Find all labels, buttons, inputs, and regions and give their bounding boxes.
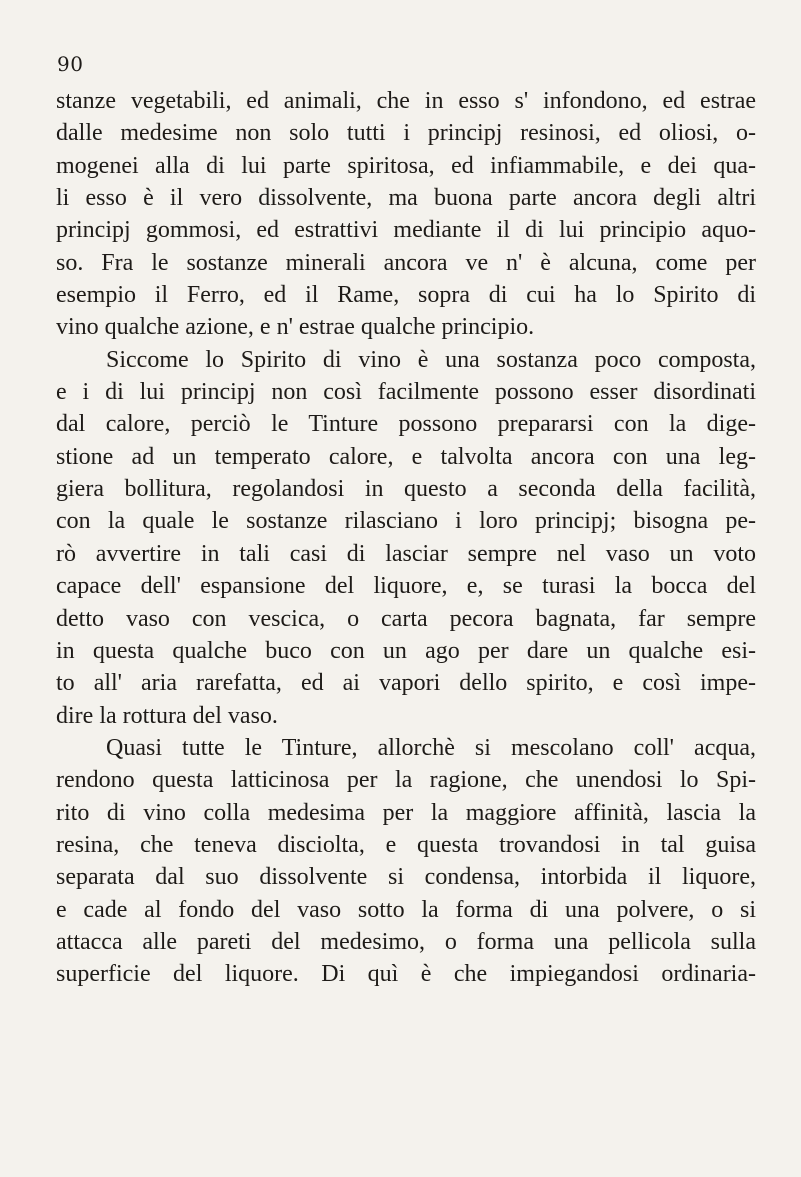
- text-line: esempio il Ferro, ed il Rame, sopra di cui ha lo Spirito di: [56, 282, 756, 309]
- text-line: rò avvertire in tali casi di lasciar sempre nel vaso un voto: [56, 540, 756, 567]
- text-line: giera bollitura, regolandosi in questo a seconda della facilità,: [56, 476, 756, 503]
- text-line: resina, che teneva disciolta, e questa trovandosi in tal guisa: [56, 831, 756, 858]
- text-line: superficie del liquore. Di quì è che impiegandosi ordinaria-: [56, 961, 756, 988]
- text-line: stanze vegetabili, ed animali, che in esso s' infondono, ed estrae: [56, 88, 756, 114]
- text-line: to all' aria rarefatta, ed ai vapori dello spirito, e così impe-: [56, 670, 756, 697]
- text-line: e i di lui principj non così facilmente possono esser disordinati: [56, 379, 756, 406]
- text-line: dal calore, perciò le Tinture possono prepararsi con la dige-: [56, 411, 756, 438]
- text-line: li esso è il vero dissolvente, ma buona parte ancora degli altri: [56, 185, 756, 212]
- text-line: separata dal suo dissolvente si condensa, intorbida il liquore,: [56, 864, 756, 891]
- text-line: in questa qualche buco con un ago per dare un qualche esi-: [56, 637, 756, 664]
- text-line: dalle medesime non solo tutti i principj resinosi, ed oliosi, o-: [56, 120, 756, 147]
- text-line: so. Fra le sostanze minerali ancora ve n' è alcuna, come per: [56, 249, 756, 276]
- text-line: attacca alle pareti del medesimo, o forma una pellicola sulla: [56, 928, 756, 955]
- text-line: detto vaso con vescica, o carta pecora bagnata, far sempre: [56, 605, 756, 632]
- page-number: 90: [57, 52, 84, 76]
- text-line: capace dell' espansione del liquore, e, se turasi la bocca del: [56, 573, 756, 600]
- text-line: Quasi tutte le Tinture, allorchè si mescolano coll' acqua,: [106, 734, 756, 761]
- text-line: con la quale le sostanze rilasciano i loro principj; bisogna pe-: [56, 508, 756, 535]
- text-line: rendono questa latticinosa per la ragione, che unendosi lo Spi-: [56, 767, 756, 794]
- text-line: mogenei alla di lui parte spiritosa, ed infiammabile, e dei qua-: [56, 152, 756, 179]
- text-line: dire la rottura del vaso.: [56, 702, 278, 729]
- text-line: principj gommosi, ed estrattivi mediante il di lui principio aquo-: [56, 217, 756, 244]
- text-line: stione ad un temperato calore, e talvolta ancora con una leg-: [56, 443, 756, 470]
- body-text: [56, 85, 756, 991]
- text-line: Siccome lo Spirito di vino è una sostanza poco composta,: [106, 346, 756, 373]
- text-line: e cade al fondo del vaso sotto la forma di una polvere, o si: [56, 896, 756, 923]
- text-line: vino qualche azione, e n' estrae qualche principio.: [56, 314, 535, 341]
- text-line: rito di vino colla medesima per la maggiore affinità, lascia la: [56, 799, 756, 826]
